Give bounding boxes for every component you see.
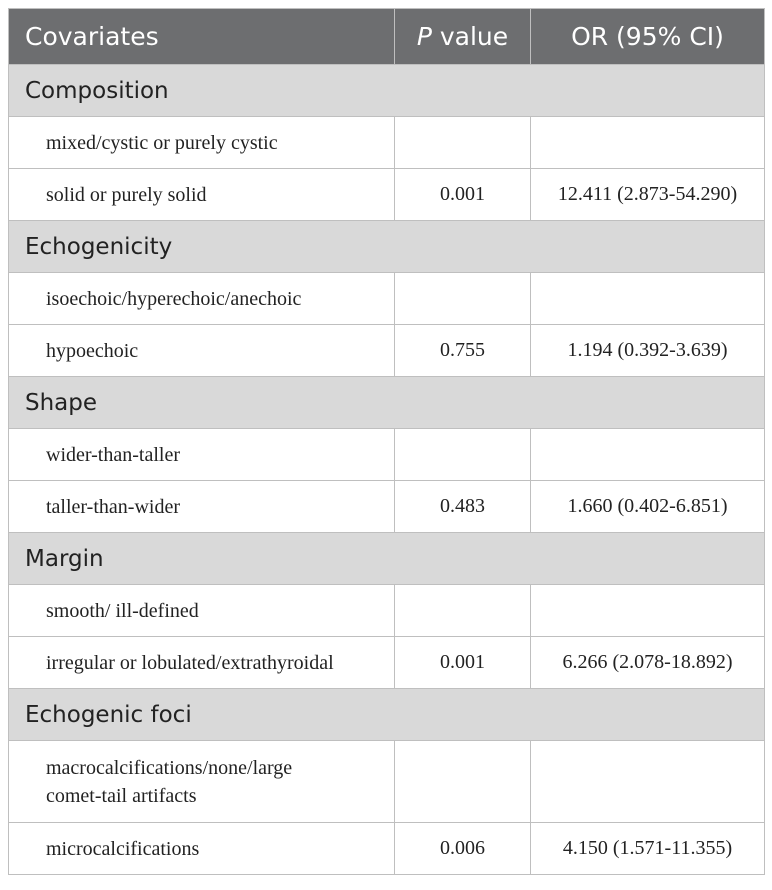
row-label: taller-than-wider (9, 481, 395, 533)
table-row (9, 325, 765, 377)
row-or-ci: 6.266 (2.078-18.892) (531, 637, 765, 689)
table-row (9, 823, 765, 875)
header-or-ci: OR (95% CI) (531, 9, 765, 65)
header-covariates: Covariates (9, 9, 395, 65)
table-row (9, 429, 765, 481)
group-row-composition (9, 65, 765, 117)
table-row (9, 741, 765, 823)
row-or-ci (531, 117, 765, 169)
group-row-shape (9, 377, 765, 429)
header-p-rest: value (431, 22, 509, 51)
row-p-value: 0.006 (395, 823, 531, 875)
row-or-ci (531, 429, 765, 481)
row-p-value (395, 741, 531, 823)
row-label: smooth/ ill-defined (9, 585, 395, 637)
row-p-value (395, 429, 531, 481)
row-p-value: 0.001 (395, 637, 531, 689)
group-row-echogenic-foci (9, 689, 765, 741)
covariates-table (8, 8, 765, 875)
row-p-value: 0.001 (395, 169, 531, 221)
group-title: Composition (9, 65, 765, 117)
table-row (9, 117, 765, 169)
row-p-value: 0.483 (395, 481, 531, 533)
group-row-echogenicity (9, 221, 765, 273)
group-title: Echogenicity (9, 221, 765, 273)
group-title: Echogenic foci (9, 689, 765, 741)
row-label-line2: comet-tail artifacts (46, 784, 197, 807)
table-row (9, 169, 765, 221)
row-label: mixed/cystic or purely cystic (9, 117, 395, 169)
row-label: irregular or lobulated/extrathyroidal (9, 637, 395, 689)
row-or-ci: 1.660 (0.402-6.851) (531, 481, 765, 533)
table-row (9, 273, 765, 325)
table-row (9, 481, 765, 533)
header-p-italic: P (416, 22, 432, 51)
group-row-margin (9, 533, 765, 585)
row-or-ci: 4.150 (1.571-11.355) (531, 823, 765, 875)
row-label: microcalcifications (9, 823, 395, 875)
table-row (9, 585, 765, 637)
header-p-value (395, 9, 531, 65)
group-title: Shape (9, 377, 765, 429)
row-label: wider-than-taller (9, 429, 395, 481)
row-or-ci (531, 585, 765, 637)
row-label: hypoechoic (9, 325, 395, 377)
row-or-ci: 1.194 (0.392-3.639) (531, 325, 765, 377)
row-or-ci (531, 741, 765, 823)
row-or-ci: 12.411 (2.873-54.290) (531, 169, 765, 221)
row-or-ci (531, 273, 765, 325)
row-label (9, 741, 395, 823)
group-title: Margin (9, 533, 765, 585)
table-header-row (9, 9, 765, 65)
row-p-value (395, 273, 531, 325)
row-label: solid or purely solid (9, 169, 395, 221)
table-row (9, 637, 765, 689)
row-label-line1: macrocalcifications/none/large (46, 756, 293, 779)
row-p-value (395, 585, 531, 637)
row-p-value: 0.755 (395, 325, 531, 377)
row-label: isoechoic/hyperechoic/anechoic (9, 273, 395, 325)
row-p-value (395, 117, 531, 169)
